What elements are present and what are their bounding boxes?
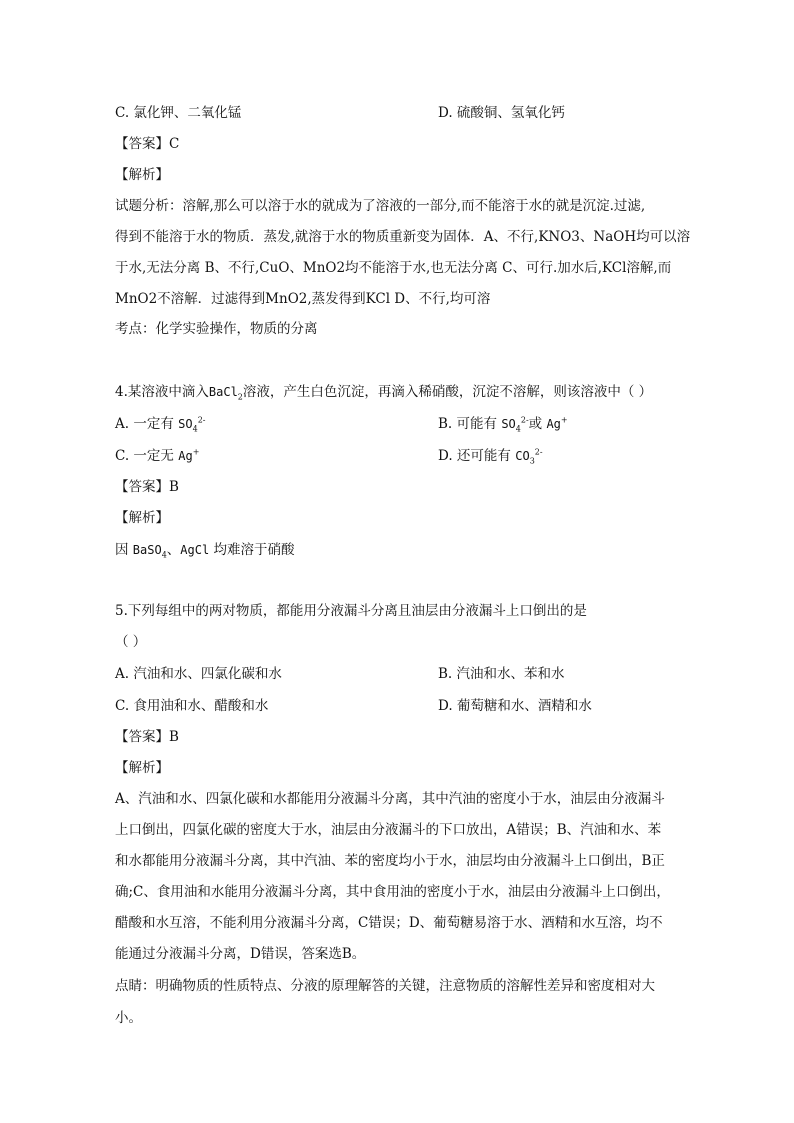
q4-option-a-text: A. 一定有 [115, 416, 174, 432]
q3-option-d: D. 硫酸铜、氢氧化钙 [438, 105, 565, 121]
q3-analysis-line-1: 试题分析：溶解,那么可以溶于水的就成为了溶液的一部分,而不能溶于水的就是沉淀.过滤, [115, 198, 646, 214]
q4-stem-suffix: 溶液，产生白色沉淀，再滴入稀硝酸，沉淀不溶解，则该溶液中（ ） [242, 384, 653, 400]
q4-option-a [115, 414, 205, 434]
q4-option-b-sup-2: + [560, 415, 568, 425]
q4-option-a-formula: SO [178, 417, 193, 431]
q4-analysis [115, 540, 295, 560]
q5-stem-paren: （ ） [115, 634, 147, 650]
q5-answer: 【答案】B [115, 729, 179, 745]
q5-option-a: A. 汽油和水、四氯化碳和水 [115, 666, 282, 682]
q4-option-d-text: D. 还可能有 [438, 448, 511, 464]
q4-analysis-label: 【解析】 [115, 510, 169, 526]
q4-stem-formula: BaCl [208, 385, 238, 399]
q3-option-c: C. 氯化钾、二氧化锰 [115, 105, 242, 121]
q4-analysis-suffix: 均难溶于硝酸 [213, 542, 295, 558]
q3-answer: 【答案】C [115, 136, 180, 152]
q4-stem-formula-sub: 2 [237, 392, 243, 402]
q5-stem: 5.下列每组中的两对物质，都能用分液漏斗分离且油层由分液漏斗上口倒出的是 [115, 603, 587, 619]
q4-option-b-sup-1: 2- [520, 415, 529, 425]
q5-option-b: B. 汽油和水、苯和水 [438, 666, 565, 682]
q5-analysis-line-1: A、汽油和水、四氯化碳和水都能用分液漏斗分离，其中汽油的密度小于水，油层由分液漏斗 [115, 791, 665, 807]
q4-stem-prefix: 4.某溶液中滴入 [115, 384, 209, 400]
q4-analysis-prefix: 因 [115, 542, 129, 558]
q5-option-d: D. 葡萄糖和水、酒精和水 [438, 698, 592, 714]
q4-analysis-mid: 、 [166, 542, 181, 558]
q3-kaodian: 考点：化学实验操作，物质的分离 [115, 321, 318, 337]
q4-option-b-formula-1: SO [501, 417, 516, 431]
q4-option-a-sup: 2- [197, 415, 206, 425]
q3-analysis-line-3: 于水,无法分离 B、不行,CuO、MnO2均不能溶于水,也无法分离 C、可行.加水后,KCl溶解,而 [115, 260, 672, 276]
q5-dianjing-line-1: 点睛：明确物质的性质特点、分液的原理解答的关键，注意物质的溶解性差异和密度相对大 [115, 978, 655, 994]
q4-option-b-formula-2: Ag [546, 417, 561, 431]
q3-analysis-line-4: MnO2不溶解．过滤得到MnO2,蒸发得到KCl D、不行,均可溶 [115, 291, 491, 307]
q4-option-d [438, 446, 543, 466]
q4-option-b-text: B. 可能有 [438, 416, 498, 432]
q4-analysis-sub-1: 4 [161, 550, 167, 560]
q4-answer: 【答案】B [115, 479, 179, 495]
q5-analysis-line-2: 上口倒出，四氯化碳的密度大于水，油层由分液漏斗的下口放出，A错误；B、汽油和水、苯 [115, 822, 662, 838]
q4-option-b-sub-1: 4 [515, 424, 521, 434]
q5-analysis-line-5: 醋酸和水互溶，不能利用分液漏斗分离，C错误；D、葡萄糖易溶于水、酒精和水互溶，均不 [115, 915, 663, 931]
q4-option-c-text: C. 一定无 [115, 448, 174, 464]
q5-dianjing-line-2: 小。 [115, 1010, 142, 1026]
q4-analysis-formula-2: AgCl [180, 543, 210, 557]
q5-analysis-label: 【解析】 [115, 760, 169, 776]
q4-option-c-formula: Ag [178, 449, 193, 463]
q5-option-c: C. 食用油和水、醋酸和水 [115, 698, 269, 714]
q4-analysis-formula-1: BaSO [132, 543, 162, 557]
q4-option-d-sub: 3 [529, 456, 535, 466]
q4-option-b-mid: 或 [528, 416, 543, 432]
q5-analysis-line-3: 和水都能用分液漏斗分离，其中汽油、苯的密度均小于水，油层均由分液漏斗上口倒出，B正 [115, 853, 665, 869]
q4-option-d-formula: CO [515, 449, 530, 463]
q4-option-a-sub: 4 [192, 424, 198, 434]
q4-option-b [438, 414, 568, 434]
q4-stem [115, 382, 652, 402]
q4-option-d-sup: 2- [534, 447, 543, 457]
q3-analysis-label: 【解析】 [115, 167, 169, 183]
q4-option-c-sup: + [192, 447, 200, 457]
q3-analysis-line-2: 得到不能溶于水的物质．蒸发,就溶于水的物质重新变为固体．A、不行,KNO3、NaOH均可以溶 [115, 229, 691, 245]
q5-analysis-line-4: 确;C、食用油和水能用分液漏斗分离，其中食用油的密度小于水，油层由分液漏斗上口倒出， [115, 884, 670, 900]
q4-option-c [115, 446, 199, 466]
q5-analysis-line-6: 能通过分液漏斗分离，D错误，答案选B。 [115, 946, 366, 962]
